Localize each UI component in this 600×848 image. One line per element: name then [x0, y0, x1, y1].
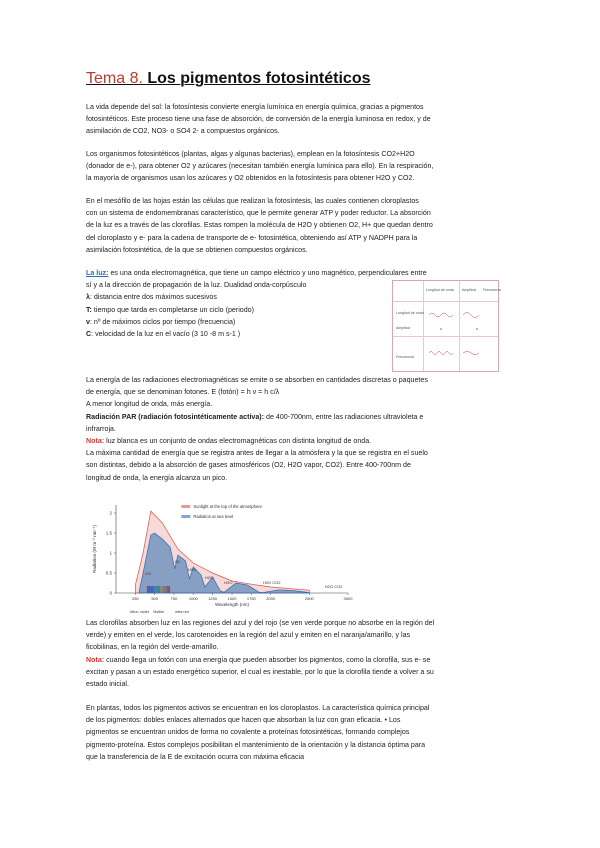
text-line: con un sistema de endomembranas característico, que le permite generar ATP y poder reductor. La absorción: [86, 209, 431, 218]
y-tick-label: 1.5: [105, 530, 112, 536]
paragraph-organisms: [86, 148, 514, 185]
title-text: Los pigmentos fotosintéticos: [142, 70, 371, 87]
def-frequency: ν: nº de máximos ciclos por tiempo (frecuencia): [86, 317, 236, 326]
text-line: del cloroplasto y e- para la cadena de transporte de e- fotosintética, obteniendo así ATP y NADPH para la: [86, 233, 418, 242]
def-speed: C: velocidad de la luz en el vacío (3 10 -8 m s-1 ): [86, 330, 241, 339]
legend-label: Sunlight at the top of the atmosphere: [193, 504, 263, 509]
x-tick-label: 2000: [266, 596, 276, 601]
text-line: Nota: luz blanca es un conjunto de ondas electromagnéticas con distinta longitud de onda.: [86, 437, 372, 446]
absorption-annotation: H2O: [224, 580, 233, 586]
absorption-annotation: H2O: [187, 567, 197, 572]
x-axis-label: Wavelength (nm): [214, 602, 250, 607]
text-line: son distintas, debido a la absorción de gases atmosféricos (O2, H2O vapor, CO2). Entre 400-700nm de: [86, 461, 411, 470]
text-line: ficobilinas, en la región del verde-amarillo.: [86, 643, 219, 652]
y-tick-label: 2: [109, 510, 112, 516]
paragraph-photons: [86, 374, 514, 484]
table-header: Longitud de onda: [426, 288, 454, 292]
text-line: excitan y pasan a un estado energético superior, el cual es inestable, por lo que la clorofila tiende a volver a su: [86, 667, 434, 676]
text-line: Los organismos fotosintéticos (plantas, algas y algunas bacterias), emplean en la fotosíntesis CO2+H2O: [86, 150, 415, 158]
text-line: asimilación fotosintética, de la que se obtienen compuestos orgánicos.: [86, 245, 308, 254]
text-line: de energía, que se denominan fotones. E (fotón) = h ν = h c/λ: [86, 388, 280, 397]
paragraph-pigments: [86, 702, 514, 763]
text-line: longitud de onda, la energía alcanza un pico.: [86, 473, 228, 482]
text-line: (donador de e-), para obtener O2 y azúcares (necesitan también energía lumínica para ello). En la respiración,: [86, 162, 434, 171]
table-header: Amplitud: [462, 288, 476, 292]
text-line: la mayoría de organismos usan los azúcares y O2 obtenidos en la fotosíntesis para obtener H2O y CO2.: [86, 174, 415, 183]
absorption-annotation: H2O: [204, 575, 214, 580]
band-label: Ultra- violet: [129, 610, 149, 614]
y-tick-label: 0: [109, 590, 112, 596]
text-line: Las clorofilas absorben luz en las regiones del azul y del rojo (se ven verde porque no absorbe en la región del: [86, 619, 435, 627]
text-line: La máxima cantidad de energía que se registra antes de llegar a la atmósfera y la que se registra en el suelo: [86, 449, 428, 458]
def-period: T: tiempo que tarda en completarse un ciclo (periodo): [86, 305, 254, 314]
x-tick-label: 1500: [227, 596, 237, 601]
luz-link[interactable]: La luz:: [86, 269, 109, 277]
text-line: Radiación PAR (radiación fotosintéticamente activa): de 400-700nm, entre las radiaciones ultravioleta e: [86, 412, 424, 421]
x-tick-label: 250: [131, 596, 139, 601]
legend-label: Radiation at sea level: [193, 514, 234, 519]
x-tick-label: 750: [170, 596, 178, 601]
text-line: En el mesófilo de las hojas están las células que realizan la fotosíntesis, las cuales contienen cloroplastos: [86, 197, 419, 205]
text-line: sí y a la dirección de propagación de la luz. Dualidad onda-corpúsculo: [86, 281, 307, 290]
paragraph-chlorophylls: [86, 617, 514, 690]
table-header: Frecuencia: [483, 288, 501, 292]
text-line: Nota: cuando llega un fotón con una energía que pueden absorber los pigmentos, como la clorofila, sus e- se: [86, 655, 431, 664]
text-line: pigmento-proteína. Estos complejos posibilitan el mantenimiento de la orientación y la distancia óptima para: [86, 740, 426, 749]
text-line: En plantas, todos los pigmentos activos se encuentran en los cloroplastos. La característica química principal: [86, 704, 430, 712]
band-label: Visible: [152, 610, 165, 614]
note-label: Nota:: [86, 437, 105, 446]
y-tick-label: 0.5: [105, 570, 112, 576]
x-tick-label: 1750: [246, 596, 256, 601]
page-title: [86, 70, 370, 88]
solar-spectrum-chart: [86, 497, 356, 621]
y-axis-label: Radiation (W m⁻² nm⁻¹): [92, 525, 97, 573]
paragraph-mesophyll: [86, 195, 514, 256]
table-row-label: Longitud de onda: [396, 311, 424, 315]
note-label: Nota:: [86, 655, 105, 664]
x-tick-label: 1000: [188, 596, 198, 601]
legend-swatch: [181, 505, 190, 508]
chart-svg: [86, 497, 356, 621]
x-tick-label: 1250: [208, 596, 218, 601]
wave-properties-table: [392, 280, 499, 372]
table-row-label: Amplitud: [396, 326, 410, 330]
def-lambda: λ: distancia entre dos máximos sucesivos: [86, 293, 217, 302]
text-line: de los pigmentos: dobles enlaces alternados que hacen que absorban la luz con gran eficacia. • Los: [86, 716, 401, 725]
wave-sketches: [393, 281, 498, 371]
luz-line1: es una onda electromagnética, que tiene un campo eléctrico y uno magnético, perpendiculares entre: [108, 269, 427, 277]
absorption-annotation: H2O CO2: [324, 584, 343, 590]
text-line: estado inicial.: [86, 680, 129, 689]
text-line: La vida depende del sol: la fotosíntesis convierte energía lumínica en energía química, gracias a pigmentos: [86, 103, 424, 111]
x-tick-label: 2500: [304, 596, 314, 601]
y-tick-label: 1: [109, 550, 112, 556]
absorption-annotation: O2: [174, 559, 181, 564]
text-line: de la luz es a través de las clorofilas. Estas rompen la molécula de H2O y obtienen O2, H+ que quedan dentro: [86, 221, 433, 230]
band-label: Infra red: [174, 610, 189, 614]
title-number: Tema 8.: [86, 70, 143, 87]
x-tick-label: 3000: [343, 596, 353, 601]
text-line: asimilación de CO2, NO3- o SO4 2- a compuestos orgánicos.: [86, 127, 280, 136]
text-line: fotosintéticos. Este proceso tiene una fase de absorción, de conversión de la energía luminosa en redox, y de: [86, 115, 431, 124]
text-line: [86, 267, 514, 279]
absorption-annotation: H2O CO2: [262, 580, 281, 586]
text-line: A menor longitud de onda, más energía.: [86, 400, 213, 409]
x-tick-label: 500: [151, 596, 159, 601]
text-line: La energía de las radiaciones electromagnéticas se emite o se absorben en cantidades discretas o paquetes: [86, 376, 428, 384]
text-line: pigmentos se encuentran unidos de forma no covalente a proteínas fotosintéticas, formando complejos: [86, 728, 410, 737]
text-line: infrarroja.: [86, 424, 116, 433]
legend-swatch: [181, 515, 190, 518]
text-line: verde) y emiten en el verde, los carotenoides en la región del azul y emiten en el naranja/amarillo, y las: [86, 631, 411, 640]
par-label: Radiación PAR (radiación fotosintéticamente activa):: [86, 412, 265, 421]
paragraph-intro: [86, 101, 514, 138]
text-line: que la transferencia de la E de excitación ocurra con máxima eficacia: [86, 752, 305, 761]
table-row-label: Frecuencia: [396, 355, 414, 359]
absorption-annotation: O3: [145, 571, 151, 576]
